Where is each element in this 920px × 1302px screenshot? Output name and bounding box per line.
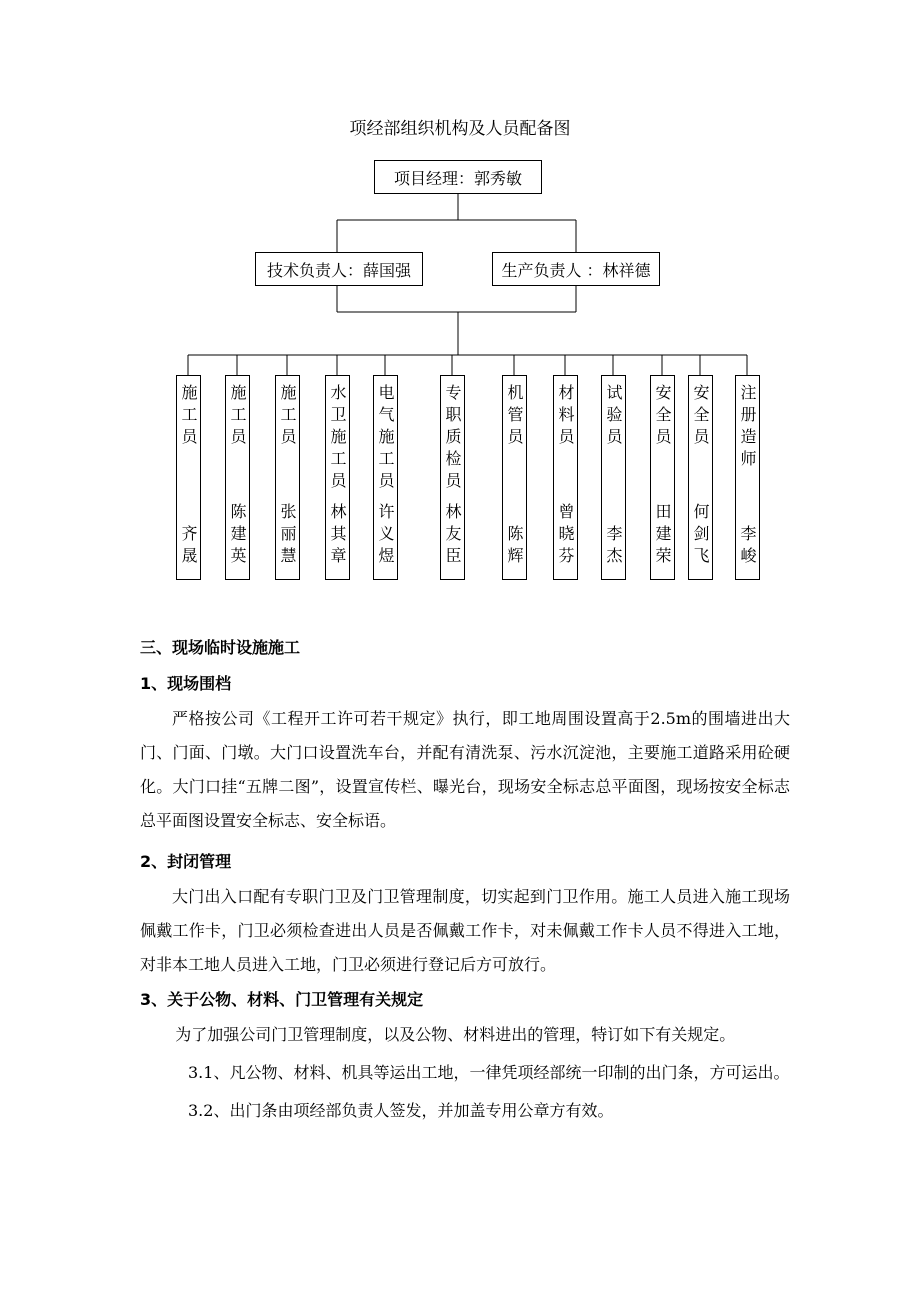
staff-role: 安全员 xyxy=(653,384,672,450)
staff-name: 齐晟 xyxy=(179,525,198,569)
staff-name: 李峻 xyxy=(738,525,757,569)
subsection-3-text: 为了加强公司门卫管理制度，以及公物、材料进出的管理，特订如下有关规定。 xyxy=(175,1025,736,1044)
staff-name: 陈建英 xyxy=(228,503,247,569)
subsection-1-text: 严格按公司《工程开工许可若干规定》执行，即工地周围设置高于2.5m的围墙进出大门、门面、门墩。大门口设置洗车台，并配有清洗泵、污水沉淀池，主要施工道路采用砼硬化。大门口挂“五牌二图”，设置宣传栏、曝光台，现场安全标志总平面图，现场按安全标志总平面图设置安全标志、安全标语。 xyxy=(140,709,790,830)
rule-3-2: 3.2、出门条由项经部负责人签发，并加盖专用公章方有效。 xyxy=(188,1101,614,1120)
staff-name: 陈辉 xyxy=(505,525,524,569)
org-chart-title: 项经部组织机构及人员配备图 xyxy=(349,119,571,139)
production-lead-box: 生产负责人 ：林祥德 xyxy=(492,252,660,286)
section-heading: 三、现场临时设施施工 xyxy=(140,638,301,657)
staff-role: 施工员 xyxy=(179,384,198,450)
staff-role: 施工员 xyxy=(228,384,247,450)
staff-box xyxy=(601,375,626,580)
staff-box xyxy=(440,375,465,580)
staff-box xyxy=(176,375,201,580)
staff-role: 试验员 xyxy=(604,384,623,450)
staff-box xyxy=(275,375,300,580)
staff-name: 田建荣 xyxy=(653,503,672,569)
project-manager-box: 项目经理：郭秀敏 xyxy=(374,160,542,194)
staff-box xyxy=(373,375,398,580)
staff-name: 林其章 xyxy=(328,503,347,569)
staff-name: 林友臣 xyxy=(443,503,462,569)
staff-name: 曾晓芬 xyxy=(556,503,575,569)
staff-role: 专职质检员 xyxy=(443,384,462,494)
staff-role: 注册造师 xyxy=(738,384,757,472)
staff-role: 安全员 xyxy=(691,384,710,450)
section-content xyxy=(140,630,790,1128)
subsection-3-heading: 3、关于公物、材料、门卫管理有关规定 xyxy=(140,990,424,1009)
staff-role: 机管员 xyxy=(505,384,524,450)
staff-role: 水卫施工员 xyxy=(328,384,347,494)
staff-box xyxy=(553,375,578,580)
staff-role: 电气施工员 xyxy=(376,384,395,494)
staff-name: 李杰 xyxy=(604,525,623,569)
subsection-2-heading: 2、封闭管理 xyxy=(140,852,232,871)
staff-box xyxy=(325,375,350,580)
staff-name: 张丽慧 xyxy=(278,503,297,569)
subsection-2-text: 大门出入口配有专职门卫及门卫管理制度，切实起到门卫作用。施工人员进入施工现场佩戴工作卡，门卫必须检查进出人员是否佩戴工作卡，对未佩戴工作卡人员不得进入工地，对非本工地人员进入工地，门卫必须进行登记后方可放行。 xyxy=(140,887,790,974)
staff-box xyxy=(502,375,527,580)
rule-3-1: 3.1、凡公物、材料、机具等运出工地，一律凭项经部统一印制的出门条，方可运出。 xyxy=(188,1063,790,1082)
tech-lead-box: 技术负责人：薛国强 xyxy=(255,252,423,286)
staff-name: 何剑飞 xyxy=(691,503,710,569)
staff-box xyxy=(225,375,250,580)
staff-name: 许义煜 xyxy=(376,503,395,569)
staff-role: 材料员 xyxy=(556,384,575,450)
staff-box xyxy=(650,375,675,580)
staff-role: 施工员 xyxy=(278,384,297,450)
staff-box xyxy=(688,375,713,580)
staff-box xyxy=(735,375,760,580)
subsection-1-heading: 1、现场围档 xyxy=(140,674,232,693)
